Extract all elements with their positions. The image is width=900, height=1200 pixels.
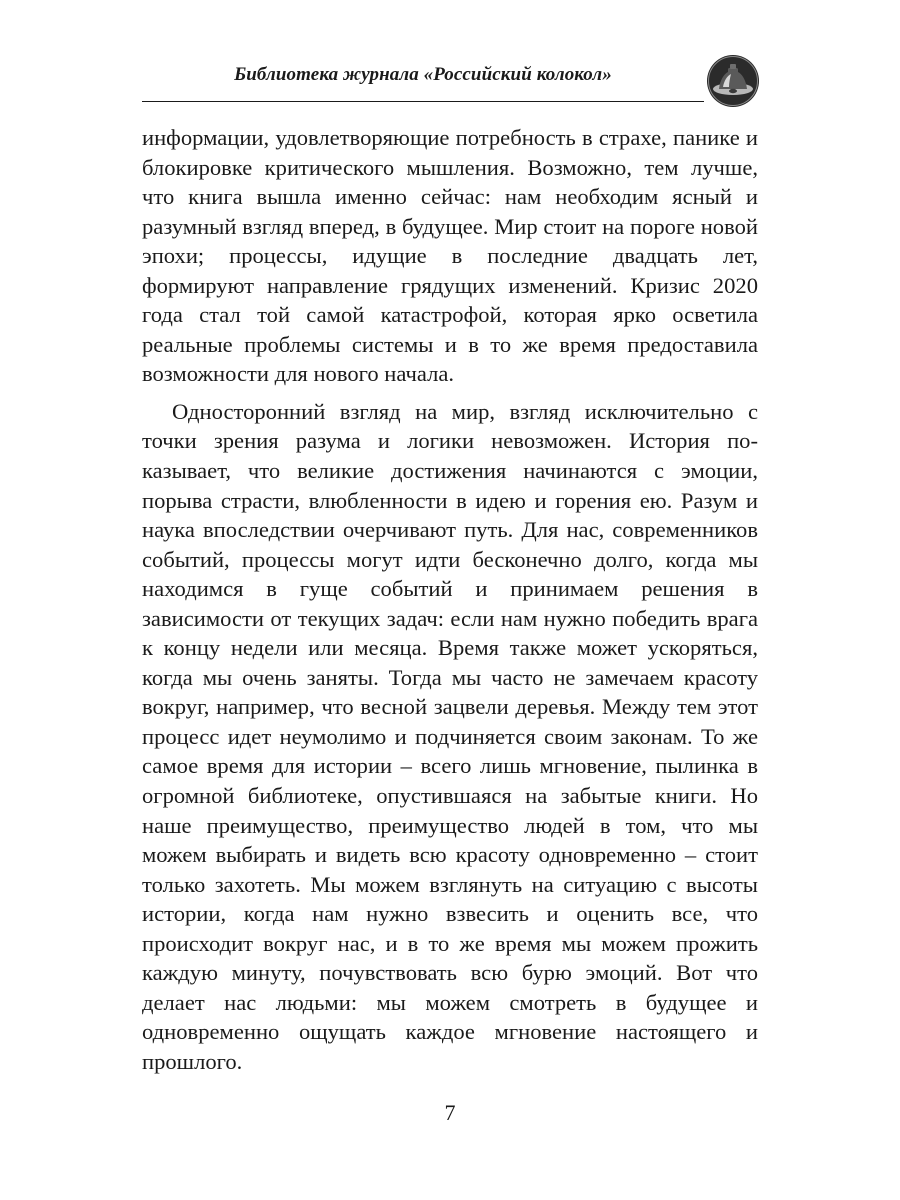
header-rule (142, 101, 704, 102)
running-header (142, 58, 704, 104)
bell-logo-icon (706, 54, 760, 108)
paragraph: Односторонний взгляд на мир, взгляд исключительно с точки зрения разума и логики невозможен. История показывает, что великие достижения начинаются с эмоции, порыва страсти, влюбленности в идею и горения ею. Разум и наука впоследствии очерчивают путь. Для нас, современников событий, процессы могут идти бесконечно долго, когда мы находимся в гуще событий и принимаем решения в зависимости от текущих задач: если нам нужно победить врага к концу недели или месяца. Время также может ускоряться, когда мы очень заняты. Тогда мы часто не замечаем красоту вокруг, например, что весной зацвели деревья. Между тем этот процесс идет неумолимо и подчиняется своим законам. То же самое время для истории – всего лишь мгновение, пылинка в огромной библиотеке, опустившаяся на забытые книги. Но наше преимущество, преимущество людей в том, что мы можем выбирать и видеть всю красоту одновременно – стоит только захотеть. Мы можем взглянуть на ситуацию с высоты истории, когда нам нужно взвесить и оценить все, что происходит вокруг нас, и в то же время мы можем прожить каждую минуту, почувствовать всю бурю эмоций. Вот что делает нас людьми: мы можем смотреть в будущее и одновременно ощущать каждое мгновение настоящего и прошлого. (142, 398, 758, 1074)
running-header-title: Библиотека журнала «Российский колокол» (234, 64, 612, 85)
page-number: 7 (444, 1100, 456, 1125)
body-text (142, 123, 758, 1077)
paragraph: информации, удовлетворяющие потребность в страхе, панике и блокировке критического мышления. Возможно, тем лучше, что книга вышла именно сейчас: нам необходим ясный и разумный взгляд вперед, в будущее. Мир стоит на пороге новой эпохи; процессы, идущие в последние двадцать лет, формируют направление грядущих изменений. Кризис 2020 года стал той самой катастрофой, которая ярко осветила реальные проблемы системы и в то же время предоставила возможности для нового начала. (142, 125, 758, 387)
